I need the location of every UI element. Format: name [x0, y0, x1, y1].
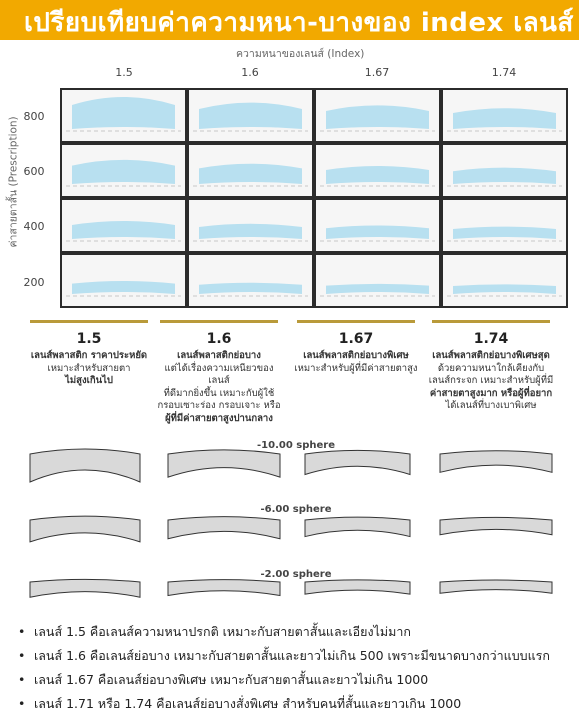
lens-profile: [440, 517, 552, 534]
lens-cell: [187, 198, 314, 253]
lens-cell: [314, 198, 441, 253]
lens-cell-drawing: [62, 255, 185, 306]
lens-shape: [326, 166, 429, 184]
lens-profile: [168, 450, 280, 477]
lens-shape: [326, 225, 429, 239]
lens-profile: [305, 450, 410, 474]
sphere-label-6: -6.00 sphere: [260, 504, 332, 515]
lens-shape: [453, 227, 556, 239]
lens-cell: [187, 253, 314, 308]
lens-shape: [72, 160, 175, 184]
lens-cell: [187, 143, 314, 198]
lens-cell: [314, 143, 441, 198]
lens-cell-drawing: [316, 255, 439, 306]
notes-list: [18, 620, 578, 716]
x-axis-title: ความหนาของเลนส์ (Index): [236, 48, 365, 60]
lens-name-1-67: 1.67: [338, 331, 374, 347]
lens-name-1-74: 1.74: [473, 331, 509, 347]
lens-desc-line: เลนส์กระจก เหมาะสำหรับผู้ที่มี: [428, 375, 554, 386]
note-item: [18, 644, 578, 668]
accent-line-1-6: [160, 320, 278, 323]
lens-shape: [326, 284, 429, 294]
lens-description-1-5: [25, 350, 153, 388]
lens-cell: [60, 198, 187, 253]
lens-cell: [314, 253, 441, 308]
bullet: •: [18, 672, 26, 687]
row-label-200: 200: [23, 276, 45, 289]
lens-desc-line: เหมาะสำหรับผู้ที่มีค่าสายตาสูง: [294, 362, 418, 374]
lens-cell-drawing: [189, 90, 312, 141]
header-banner: [0, 0, 579, 40]
lens-desc-line: เลนส์พลาสติกย่อบางพิเศษสุด: [432, 350, 550, 361]
lens-cell-drawing: [316, 90, 439, 141]
lens-cell: [60, 88, 187, 143]
note-text: เลนส์ 1.67 คือเลนส์ย่อบางพิเศษ เหมาะกับสายตาสั้นและยาวไม่เกิน 1000: [34, 672, 429, 687]
lens-cell-drawing: [62, 200, 185, 251]
lens-comparison-grid: [60, 88, 568, 308]
lens-desc-line: ค่าสายตาสูงมาก หรือผู้ที่อยาก: [429, 387, 553, 399]
lens-cell: [441, 143, 568, 198]
lens-shape: [453, 168, 556, 184]
lens-profile: [168, 517, 280, 539]
lens-shape: [72, 97, 175, 129]
lens-cell-drawing: [62, 145, 185, 196]
lens-cell-drawing: [443, 90, 566, 141]
sphere-label-10: -10.00 sphere: [257, 440, 335, 451]
lens-profile: [440, 451, 552, 473]
lens-desc-line: ผู้ที่มีค่าสายตาสูงปานกลาง: [165, 412, 273, 424]
lens-desc-line: เลนส์พลาสติก ราคาประหยัด: [30, 350, 148, 361]
lens-profile: [30, 449, 140, 482]
lens-shape: [453, 108, 556, 129]
lens-shape: [199, 164, 302, 184]
lens-cell: [187, 88, 314, 143]
lens-desc-line: ด้วยความหนาใกล้เคียงกับ: [437, 362, 545, 374]
lens-cell-drawing: [189, 200, 312, 251]
lens-desc-line: แต่ได้เรื่องความเหนียวของเลนส์: [164, 362, 274, 386]
lens-cell: [60, 253, 187, 308]
lens-cell: [441, 198, 568, 253]
lens-desc-line: กรอบเซาะร่อง กรอบเจาะ หรือ: [157, 400, 281, 411]
lens-desc-line: เหมาะสำหรับสายตา: [47, 362, 131, 374]
column-label-1-5: 1.5: [115, 66, 133, 79]
lens-profile: [305, 517, 410, 536]
lens-cell: [441, 88, 568, 143]
lens-shape: [72, 281, 175, 294]
lens-shape: [199, 283, 302, 294]
note-item: [18, 692, 578, 716]
lens-cell-drawing: [443, 145, 566, 196]
lens-profile: [30, 579, 140, 597]
lens-shape: [72, 221, 175, 239]
page-title: เปรียบเทียบค่าความหนา-บางของ index เลนส์: [24, 8, 574, 38]
row-label-400: 400: [23, 220, 45, 233]
lens-desc-line: เลนส์พลาสติกย่อบางพิเศษ: [303, 350, 409, 361]
lens-cell: [314, 88, 441, 143]
lens-cell-drawing: [443, 255, 566, 306]
accent-line-1-74: [432, 320, 550, 323]
lens-description-1-6: [155, 350, 283, 425]
note-text: เลนส์ 1.71 หรือ 1.74 คือเลนส์ย่อบางสั่งพิเศษ สำหรับคนที่สั้นและยาวเกิน 1000: [34, 696, 462, 711]
column-label-1-67: 1.67: [364, 66, 390, 79]
row-label-600: 600: [23, 165, 45, 178]
lens-shape: [326, 105, 429, 129]
lens-profile: [440, 580, 552, 593]
y-axis-title: ค่าสายตาสั้น (Prescription): [7, 116, 20, 248]
lens-desc-line: ไม่สูงเกินไป: [65, 375, 113, 386]
bullet: •: [18, 696, 26, 711]
lens-desc-line: ได้เลนส์ที่บางเบาพิเศษ: [445, 400, 537, 411]
lens-desc-line: เลนส์พลาสติกย่อบาง: [177, 350, 261, 361]
lens-cell-drawing: [62, 90, 185, 141]
lens-shape: [199, 224, 302, 239]
column-label-1-74: 1.74: [491, 66, 517, 79]
lens-profile: [305, 580, 410, 594]
row-label-800: 800: [23, 110, 45, 123]
note-text: เลนส์ 1.6 คือเลนส์ย่อบาง เหมาะกับสายตาสั้นและยาวไม่เกิน 500 เพราะมีขนาดบางกว่าแบบแรก: [34, 648, 550, 663]
lens-profile-diagram: [0, 440, 579, 610]
sphere-label-2: -2.00 sphere: [260, 569, 332, 580]
lens-cell-drawing: [316, 200, 439, 251]
note-text: เลนส์ 1.5 คือเลนส์ความหนาปรกติ เหมาะกับสายตาสั้นและเอียงไม่มาก: [34, 624, 411, 639]
lens-shape: [453, 284, 556, 294]
lens-cell-drawing: [316, 145, 439, 196]
accent-line-1-5: [30, 320, 148, 323]
lens-name-1-6: 1.6: [206, 331, 232, 347]
lens-shape: [199, 103, 302, 129]
lens-cell-drawing: [443, 200, 566, 251]
note-item: [18, 620, 578, 644]
lens-cell: [60, 143, 187, 198]
lens-description-1-67: [292, 350, 420, 375]
accent-line-1-67: [297, 320, 415, 323]
lens-description-1-74: [427, 350, 555, 413]
lens-profile: [168, 580, 280, 596]
lens-cell-drawing: [189, 145, 312, 196]
column-label-1-6: 1.6: [241, 66, 259, 79]
lens-cell: [441, 253, 568, 308]
lens-profile: [30, 516, 140, 542]
lens-cell-drawing: [189, 255, 312, 306]
lens-name-1-5: 1.5: [76, 331, 102, 347]
bullet: •: [18, 648, 26, 663]
bullet: •: [18, 624, 26, 639]
lens-desc-line: ที่ดีมากยิ่งขึ้น เหมาะกับผู้ใช้: [163, 387, 275, 399]
note-item: [18, 668, 578, 692]
